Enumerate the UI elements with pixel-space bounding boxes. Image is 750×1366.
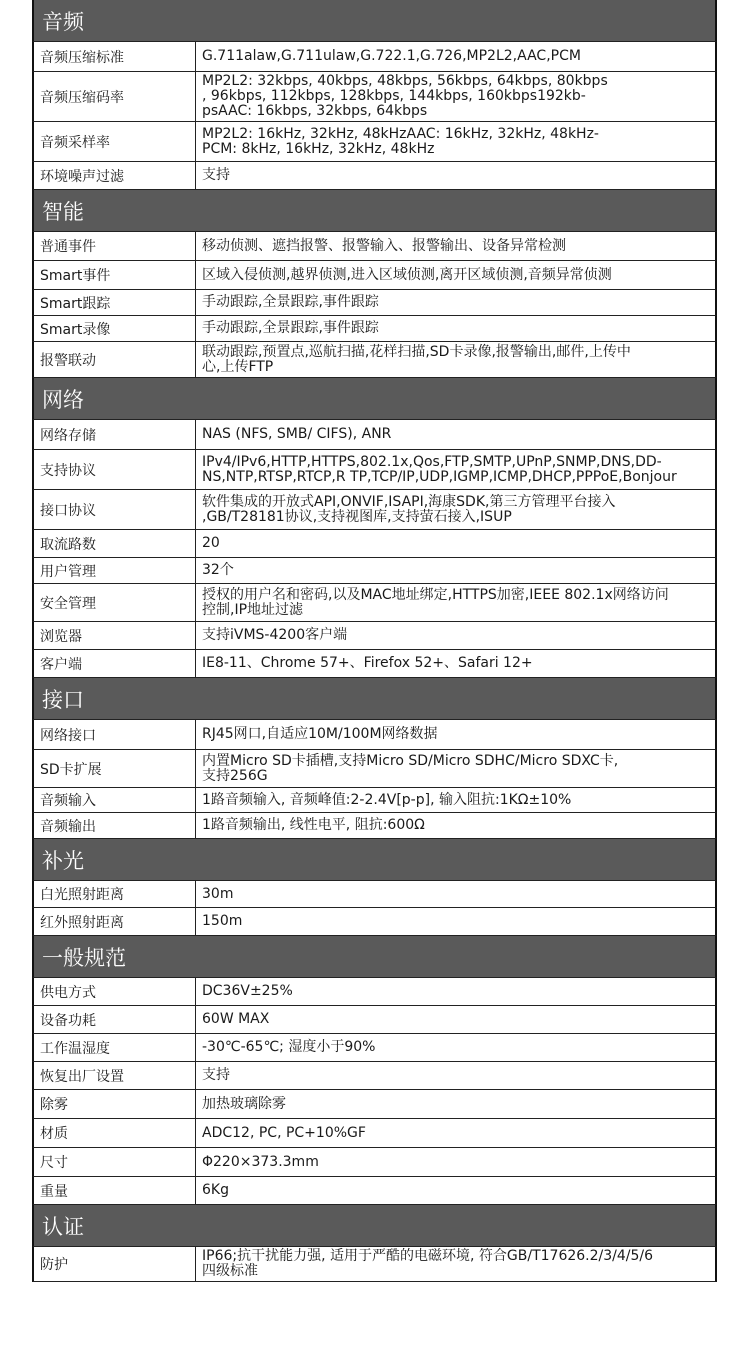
spec-row	[32, 342, 717, 378]
spec-label: 尺寸	[34, 1148, 196, 1176]
section-header: 音频	[32, 0, 717, 42]
spec-label: 安全管理	[34, 584, 196, 621]
spec-label: 音频输出	[34, 813, 196, 838]
spec-row	[32, 908, 717, 936]
spec-label: 环境噪声过滤	[34, 162, 196, 189]
spec-label: 用户管理	[34, 558, 196, 583]
section-header: 一般规范	[32, 936, 717, 978]
spec-label: Smart事件	[34, 261, 196, 289]
spec-value: NAS (NFS, SMB/ CIFS), ANR	[202, 426, 392, 442]
spec-label: 恢复出厂设置	[34, 1062, 196, 1089]
spec-row	[32, 530, 717, 558]
spec-row	[32, 622, 717, 650]
section-header: 智能	[32, 190, 717, 232]
spec-label: 音频输入	[34, 788, 196, 812]
spec-row	[32, 290, 717, 316]
spec-row	[32, 162, 717, 190]
spec-label: SD卡扩展	[34, 750, 196, 787]
spec-label: 普通事件	[34, 232, 196, 260]
spec-row	[32, 1119, 717, 1148]
section-header: 认证	[32, 1205, 717, 1247]
spec-row	[32, 42, 717, 72]
spec-row	[32, 450, 717, 490]
spec-label: 工作温湿度	[34, 1034, 196, 1061]
spec-value: 1路音频输入, 音频峰值:2-2.4V[p-p], 输入阻抗:1KΩ±10%	[202, 791, 572, 808]
spec-value: IE8-11、Chrome 57+、Firefox 52+、Safari 12+	[202, 655, 533, 671]
spec-value: 1路音频输出, 线性电平, 阻抗:600Ω	[202, 817, 425, 833]
spec-label: 取流路数	[34, 530, 196, 557]
section-header: 补光	[32, 839, 717, 881]
spec-row	[32, 316, 717, 342]
spec-value: RJ45网口,自适应10M/100M网络数据	[202, 726, 438, 742]
spec-value: 手动跟踪,全景跟踪,事件跟踪	[202, 294, 379, 310]
spec-label: 防护	[34, 1247, 196, 1281]
spec-value: 32个	[202, 562, 234, 578]
spec-row	[32, 122, 717, 162]
spec-row	[32, 1247, 717, 1282]
spec-row	[32, 750, 717, 788]
spec-label: 音频采样率	[34, 122, 196, 161]
spec-value: 软件集成的开放式API,ONVIF,ISAPI,海康SDK,第三方管理平台接入 ,GB/T28181协议,支持视图库,支持萤石接入,ISUP	[202, 493, 616, 525]
spec-row	[32, 813, 717, 839]
spec-row	[32, 232, 717, 261]
spec-value: 支持	[202, 167, 230, 183]
spec-row	[32, 558, 717, 584]
spec-row	[32, 1148, 717, 1177]
spec-row	[32, 1062, 717, 1090]
spec-value: 6Kg	[202, 1182, 229, 1198]
spec-row	[32, 261, 717, 290]
spec-label: 浏览器	[34, 622, 196, 649]
spec-row	[32, 978, 717, 1006]
spec-value: 区域入侵侦测,越界侦测,进入区域侦测,离开区域侦测,音频异常侦测	[202, 266, 612, 283]
spec-row	[32, 650, 717, 678]
spec-value: 手动跟踪,全景跟踪,事件跟踪	[202, 320, 379, 336]
spec-value: 授权的用户名和密码,以及MAC地址绑定,HTTPS加密,IEEE 802.1x网络访问 控制,IP地址过滤	[202, 586, 669, 618]
spec-label: 除雾	[34, 1090, 196, 1118]
spec-value: IP66;抗干扰能力强, 适用于严酷的电磁环境, 符合GB/T17626.2/3/4/5/6 四级标准	[202, 1248, 654, 1279]
spec-value: Φ220×373.3mm	[202, 1153, 319, 1170]
spec-row	[32, 1090, 717, 1119]
spec-label: 红外照射距离	[34, 908, 196, 935]
spec-value: G.711alaw,G.711ulaw,G.722.1,G.726,MP2L2,AAC,PCM	[202, 48, 581, 64]
spec-row	[32, 1006, 717, 1034]
spec-label: 接口协议	[34, 490, 196, 529]
spec-value: MP2L2: 16kHz, 32kHz, 48kHzAAC: 16kHz, 32kHz, 48kHz- PCM: 8kHz, 16kHz, 32kHz, 48kHz	[202, 125, 599, 157]
spec-value: 内置Micro SD卡插槽,支持Micro SD/Micro SDHC/Micro SDXC卡, 支持256G	[202, 752, 619, 784]
spec-label: 网络存储	[34, 420, 196, 449]
spec-value: ADC12, PC, PC+10%GF	[202, 1124, 366, 1141]
spec-row	[32, 420, 717, 450]
spec-label: 网络接口	[34, 720, 196, 749]
spec-value: 60W MAX	[202, 1011, 270, 1027]
spec-value: 支持	[202, 1067, 230, 1083]
spec-row	[32, 720, 717, 750]
spec-row	[32, 490, 717, 530]
spec-value: -30℃-65℃; 湿度小于90%	[202, 1039, 376, 1055]
spec-row	[32, 72, 717, 122]
spec-label: 材质	[34, 1119, 196, 1147]
spec-table	[32, 0, 717, 1282]
section-header: 接口	[32, 678, 717, 720]
spec-value: 支持iVMS-4200客户端	[202, 627, 348, 643]
spec-label: 客户端	[34, 650, 196, 677]
spec-label: 设备功耗	[34, 1006, 196, 1033]
spec-value: 30m	[202, 885, 234, 902]
spec-row	[32, 1034, 717, 1062]
section-header: 网络	[32, 378, 717, 420]
spec-value: IPv4/IPv6,HTTP,HTTPS,802.1x,Qos,FTP,SMTP,UPnP,SNMP,DNS,DD- NS,NTP,RTSP,RTCP,R TP,TCP/IP,UDP,IGMP,ICMP,DHCP,PPPoE,Bonjour	[202, 453, 677, 485]
spec-label: 重量	[34, 1177, 196, 1204]
spec-label: 白光照射距离	[34, 881, 196, 907]
spec-label: Smart录像	[34, 316, 196, 341]
spec-value: 联动跟踪,预置点,巡航扫描,花样扫描,SD卡录像,报警输出,邮件,上传中 心,上传FTP	[202, 343, 631, 375]
spec-row	[32, 584, 717, 622]
spec-value: 移动侦测、遮挡报警、报警输入、报警输出、设备异常检测	[202, 237, 566, 254]
spec-value: 加热玻璃除雾	[202, 1095, 286, 1112]
spec-label: 音频压缩标准	[34, 42, 196, 71]
spec-row	[32, 788, 717, 813]
spec-value: DC36V±25%	[202, 983, 293, 999]
spec-row	[32, 881, 717, 908]
spec-label: 供电方式	[34, 978, 196, 1005]
spec-label: 报警联动	[34, 342, 196, 377]
spec-value: 20	[202, 535, 220, 551]
spec-value: 150m	[202, 913, 243, 929]
spec-row	[32, 1177, 717, 1205]
spec-label: 音频压缩码率	[34, 72, 196, 121]
spec-label: Smart跟踪	[34, 290, 196, 315]
spec-label: 支持协议	[34, 450, 196, 489]
spec-value: MP2L2: 32kbps, 40kbps, 48kbps, 56kbps, 64kbps, 80kbps , 96kbps, 112kbps, 128kbps, 144kbps, 160kbps192kb- psAAC: 16kbps, 32kbps, 64kbps	[202, 73, 608, 119]
